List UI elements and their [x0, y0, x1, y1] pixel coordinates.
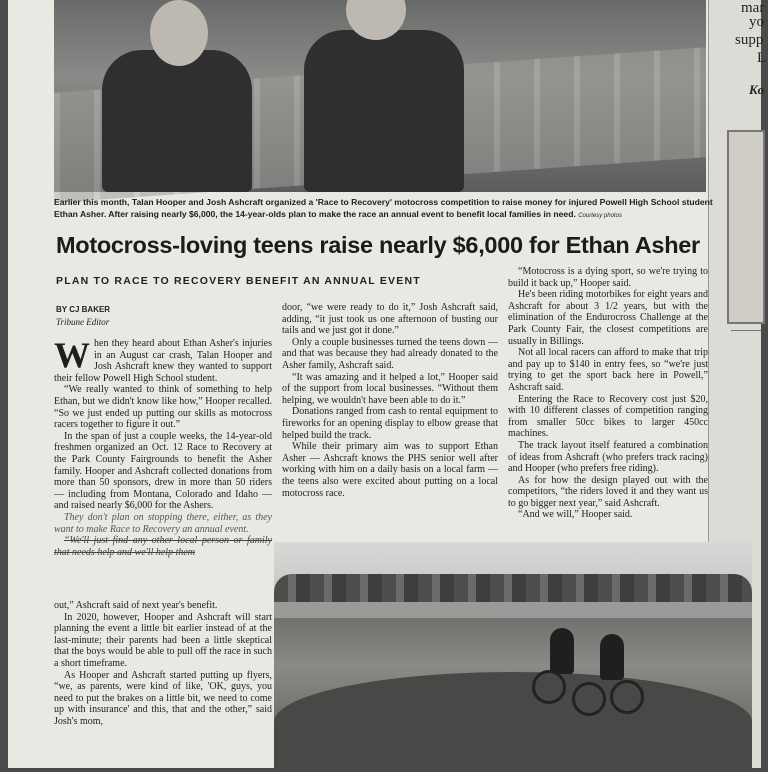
paragraph: In 2020, however, Hooper and Ashcraft will start planning the event a little bit earlier instead of at the last-minute; their parents had been a little skeptical that the boys would be able to pull off the race in such a short timeframe.	[54, 611, 272, 669]
ad-divider	[731, 330, 761, 331]
paragraph: As for how the design played out with the competitors, “the riders loved it and they want us to go bigger next year,” said Ashcraft.	[508, 474, 708, 509]
paragraph: “It was amazing and it helped a lot,” Hooper said of the support from local businesses. “Without them helping, we wouldn't have been able to do it.”	[282, 371, 498, 406]
photo-bike-wheel	[572, 682, 606, 716]
article-column-2	[282, 302, 498, 499]
article-column-1-continued	[54, 600, 272, 728]
photo-bike-wheel	[532, 670, 566, 704]
newspaper-page	[8, 0, 767, 768]
paragraph: out,” Ashcraft said of next year's benefit.	[54, 600, 218, 611]
drop-cap: W	[54, 335, 90, 375]
caption-text: Earlier this month, Talan Hooper and Josh Ashcraft organized a 'Race to Recovery' motocross competition to raise money for injured Powell High School student Ethan Asher. After raising nearly $6,000, the 14-year-olds plan to make the race an annual event to benefit local families in need.	[54, 197, 713, 219]
ad-line: yo	[749, 14, 764, 30]
paragraph: Not all local racers can afford to make that trip and pay up to $140 in entry fees, so “we're just trying to get the sport back here in Powell,” Ashcraft said.	[508, 347, 708, 393]
paragraph: Entering the Race to Recovery cost just $20, with 10 different classes of competition ranging from smaller 50cc bikes to larger 450cc machines.	[508, 393, 708, 440]
photo-person-right	[304, 30, 464, 192]
caption-credit: Courtesy photos	[578, 213, 622, 219]
photo-person-left	[102, 50, 252, 192]
paragraph: The track layout itself featured a combination of ideas from Ashcraft (who prefers track racing) and Hooper (who prefers free riding).	[508, 439, 708, 475]
paragraph: As Hooper and Ashcraft started putting up flyers, “we, as parents, were kind of like, 'OK, guys, you need to put the brakes on a little bit, we need to come up with insurance' and this, that and the other,” said Josh's mom,	[54, 669, 272, 727]
paragraph: “We really wanted to think of something to help Ethan, but we didn't know like how,” Hooper recalled. “So we just ended up putting our skills as motocross racers together to figure it out.”	[54, 384, 272, 431]
article-column-1	[54, 335, 272, 558]
bottom-photo	[274, 542, 752, 768]
paragraph-struck: “We'll just find any other local person or family that needs help and we'll help them	[54, 535, 272, 558]
photo-dirt-mound	[274, 672, 752, 772]
ad-line: L	[757, 50, 767, 66]
paragraph: hen they heard about Ethan Asher's injuries in an August car crash, Talan Hooper and Josh Ashcraft knew they wanted to support their fellow Powell High School student.	[54, 338, 272, 384]
photo-caption	[54, 196, 714, 222]
photo-bike-wheel	[610, 680, 644, 714]
paragraph-faded: They don't plan on stopping there, either, as they want to make Race to Recovery an annual event.	[54, 511, 272, 535]
byline-title: Tribune Editor	[56, 317, 110, 327]
article-byline: BY CJ BAKER	[56, 305, 111, 314]
paragraph: Only a couple businesses turned the teens down — and that was because they had already donated to the Asher family, Ashcraft said.	[282, 336, 498, 371]
paragraph: “And we will,” Hooper said.	[518, 509, 633, 521]
photo-head-left	[150, 0, 208, 66]
ad-line: mar	[741, 0, 765, 16]
photo-rider	[550, 628, 574, 674]
article-subhead: PLAN TO RACE TO RECOVERY BENEFIT AN ANNUAL EVENT	[56, 275, 421, 287]
article-headline: Motocross-loving teens raise nearly $6,000 for Ethan Asher	[56, 232, 700, 258]
paragraph: Donations ranged from cash to rental equipment to fireworks for an opening display to elbow grease that helped build the track.	[282, 406, 498, 441]
paragraph: door, “we were ready to do it,” Josh Ashcraft said, adding, “it just took us one afternoon of busting our tails and we just got it done.”	[282, 302, 498, 337]
ad-line: Ko	[749, 82, 765, 97]
article-column-3	[508, 266, 708, 521]
photo-rider	[600, 634, 624, 680]
photo-fence-line	[274, 602, 752, 618]
ad-box	[727, 130, 765, 324]
paragraph: He's been riding motorbikes for eight years and Ashcraft for about 3 1/2 years, but with the elimination of the Endurocross Challenge at the Park County Fair, the closest competitions are usually in Billings.	[508, 289, 708, 347]
paragraph: In the span of just a couple weeks, the 14-year-old freshmen organized an Oct. 12 Race to Recovery at the Park County Fairgrounds to benefit the Asher family. Hooper and Ashcraft collected donations from more than 50 sponsors, drew in more than 50 riders — including from Montana, Colorado and Idaho — and raised nearly $6,000 for the Ashers.	[54, 430, 272, 512]
paragraph: “Motocross is a dying sport, so we're trying to build it back up,” Hooper said.	[508, 266, 708, 289]
top-photo	[54, 0, 706, 192]
ad-line: supp	[735, 32, 764, 48]
paragraph: While their primary aim was to support Ethan Asher — Ashcraft knows the PHS senior well after working with him on a daily basis on a local farm — the teens also were excited about putting on a local motocross race.	[282, 441, 498, 499]
